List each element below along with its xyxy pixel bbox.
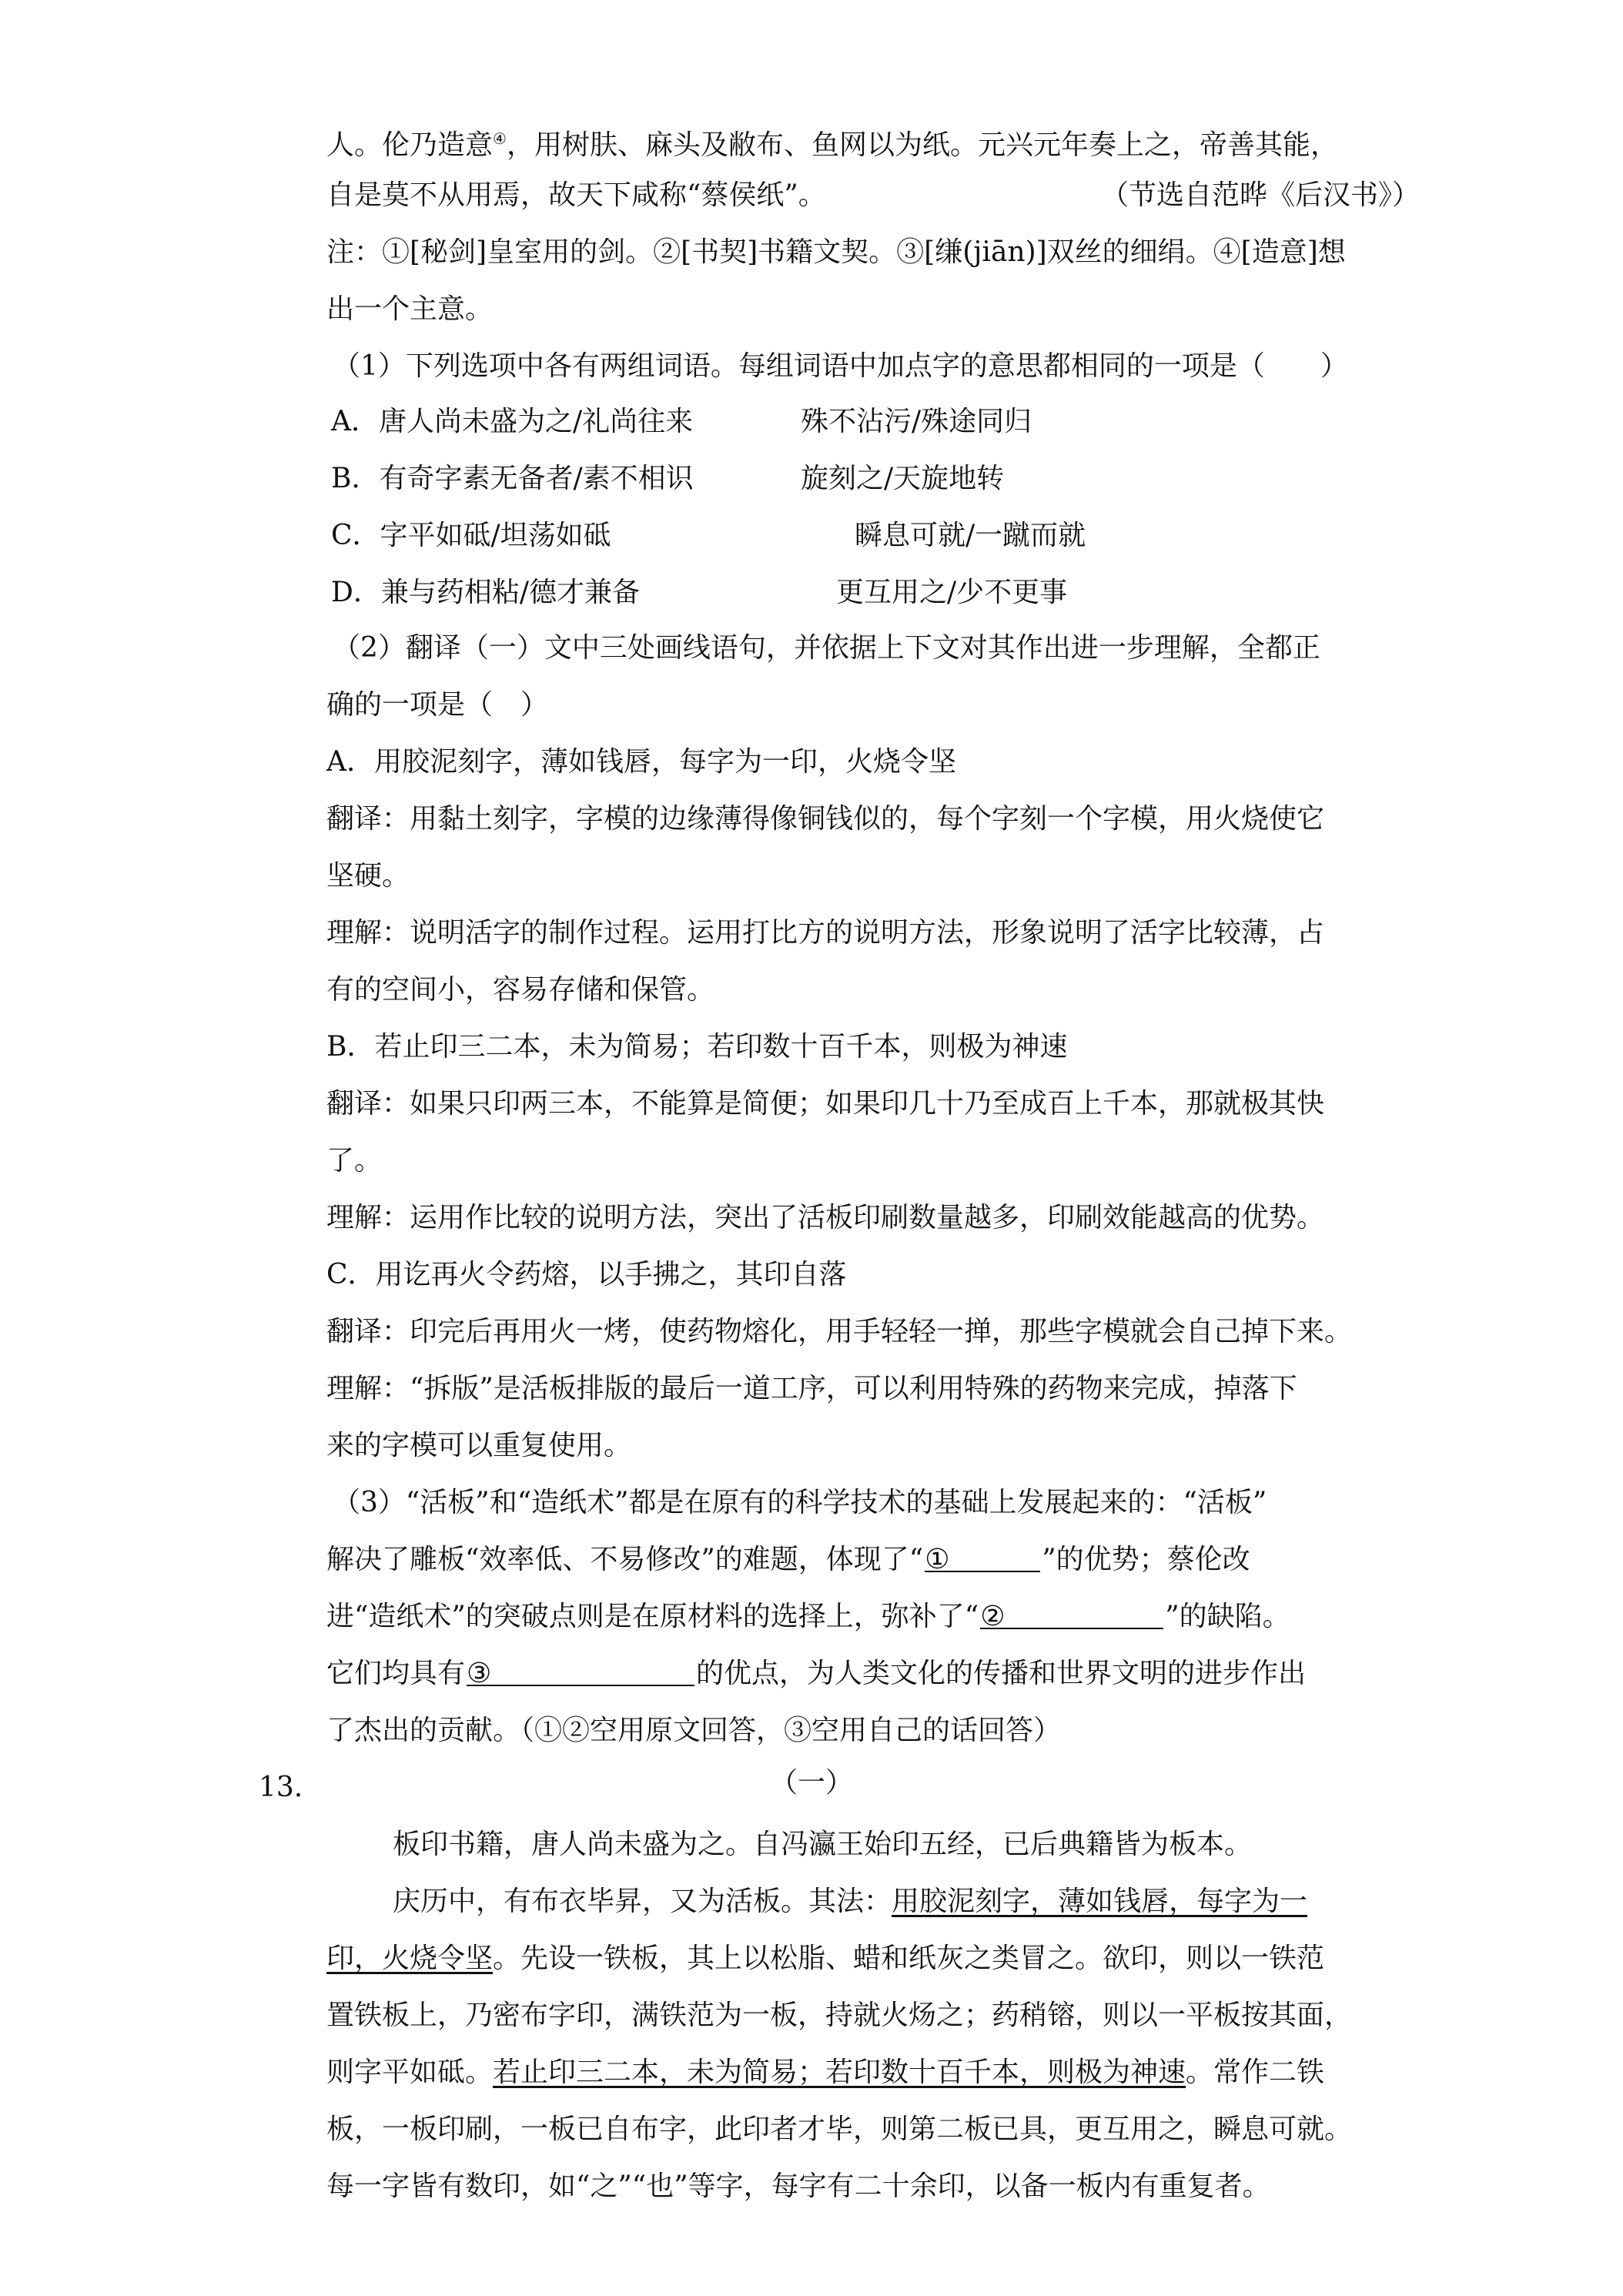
q2-stem-1: （2）翻译（一）文中三处画线语句，并依据上下文对其作出进一步理解，全都正	[333, 632, 1320, 664]
underlined-sentence-1: 用胶泥刻字，薄如钱唇，每字为一	[892, 1886, 1308, 1917]
q2-c-translation: 翻译：印完后再用火一烤，使药物熔化，用手轻轻一掸，那些字模就会自己掉下来。	[326, 1316, 1353, 1347]
passage-line-3: 印，火烧令坚。先设一铁板，其上以松脂、蜡和纸灰之类冒之。欲印，则以一铁范	[326, 1943, 1325, 1974]
underlined-sentence-2: 若止印三二本，未为简易；若印数十百千本，则极为神速	[493, 2057, 1186, 2088]
q1-stem: （1）下列选项中各有两组词语。每组词语中加点字的意思都相同的一项是（ ）	[333, 350, 1348, 382]
q2-option-b: B．若止印三二本，未为简易；若印数十百千本，则极为神速	[326, 1031, 1068, 1063]
q2-c-understanding-2: 来的字模可以重复使用。	[326, 1430, 632, 1461]
q3-line-1: （3）“活板”和“造纸术”都是在原有的科学技术的基础上发展起来的：“活板”	[333, 1487, 1267, 1518]
q2-b-translation-2: 了。	[326, 1145, 383, 1176]
passage-line-2: 庆历中，有布衣毕昇，又为活板。其法：用胶泥刻字，薄如钱唇，每字为一	[393, 1886, 1308, 1917]
q1-option-d-right: 更互用之/少不更事	[836, 577, 1068, 608]
q2-option-c: C．用讫再火令药熔，以手拂之，其印自落	[326, 1259, 847, 1290]
q2-a-understanding-1: 理解：说明活字的制作过程。运用打比方的说明方法，形象说明了活字比较薄，占	[326, 917, 1325, 949]
question-number-13: 13.	[259, 1772, 303, 1803]
passage-line-6: 板，一板印刷，一板已自布字，此印者才毕，则第二板已具，更互用之，瞬息可就。	[326, 2114, 1353, 2145]
passage-line-7: 每一字皆有数印，如“之”“也”等字，每字有二十余印，以备一板内有重复者。	[326, 2170, 1270, 2202]
q3-line-3: 进“造纸术”的突破点则是在原材料的选择上，弥补了“② ”的缺陷。	[326, 1598, 1381, 1635]
q3-line-4: 它们均具有③ 的优点，为人类文化的传播和世界文明的进步作出	[326, 1655, 1381, 1692]
q2-c-understanding-1: 理解：“拆版”是活板排版的最后一道工序，可以利用特殊的药物来完成，掉落下	[326, 1373, 1297, 1404]
q3-blank-2[interactable]: ②	[980, 1598, 1163, 1629]
notes-line-1: 注：①[秘剑]皇室用的剑。②[书契]书籍文契。③[缣(jiān)]双丝的细绢。④[造意]想	[326, 236, 1346, 268]
passage-tail-line-1: 人。伦乃造意④，用树肤、麻头及敝布、鱼网以为纸。元兴元年奏上之，帝善其能，	[326, 129, 1338, 161]
q1-option-c-left: C．字平如砥/坦荡如砥	[331, 520, 611, 551]
q2-a-understanding-2: 有的空间小，容易存储和保管。	[326, 974, 715, 1006]
q1-option-d-left: D．兼与药相粘/德才兼备	[331, 577, 640, 608]
q2-a-translation-2: 坚硬。	[326, 860, 410, 892]
passage-line-5: 则字平如砥。若止印三二本，未为简易；若印数十百千本，则极为神速。常作二铁	[326, 2057, 1325, 2088]
q3-line-2: 解决了雕板“效率低、不易修改”的难题，体现了“① ”的优势；蔡伦改	[326, 1541, 1381, 1578]
passage-source: （节选自范晔《后汉书》）	[1101, 179, 1421, 211]
passage-tail-line-2: 自是莫不从用焉，故天下咸称“蔡侯纸”。	[326, 179, 826, 211]
q2-b-translation-1: 翻译：如果只印两三本，不能算是简便；如果印几十乃至成百上千本，那就极其快	[326, 1088, 1325, 1120]
underlined-sentence-1-cont: 印，火烧令坚	[326, 1943, 494, 1974]
q1-option-a-right: 殊不沾污/殊途同归	[801, 406, 1032, 437]
section-heading: （一）	[769, 1767, 853, 1799]
passage-paragraph-1: 板印书籍，唐人尚未盛为之。自冯瀛王始印五经，已后典籍皆为板本。	[393, 1829, 1253, 1860]
q2-option-a: A．用胶泥刻字，薄如钱唇，每字为一印，火烧令坚	[326, 746, 956, 778]
q1-option-a-left: A．唐人尚未盛为之/礼尚往来	[331, 406, 694, 437]
q2-b-understanding: 理解：运用作比较的说明方法，突出了活板印刷数量越多，印刷效能越高的优势。	[326, 1202, 1325, 1233]
q1-option-b-left: B．有奇字素无备者/素不相识	[331, 463, 694, 494]
notes-line-2: 出一个主意。	[326, 293, 494, 325]
q3-line-5: 了杰出的贡献。（①②空用原文回答，③空用自己的话回答）	[326, 1715, 1062, 1746]
q3-blank-3[interactable]: ③	[467, 1655, 694, 1686]
q2-a-translation-1: 翻译：用黏土刻字，字模的边缘薄得像铜钱似的，每个字刻一个字模，用火烧使它	[326, 803, 1325, 835]
passage-line-4: 置铁板上，乃密布字印，满铁范为一板，持就火炀之；药稍镕，则以一平板按其面，	[326, 2000, 1353, 2031]
q2-stem-2: 确的一项是（ ）	[326, 689, 549, 721]
q1-option-b-right: 旋刻之/天旋地转	[801, 463, 1005, 494]
q1-option-c-right: 瞬息可就/一蹴而就	[855, 520, 1086, 551]
q3-blank-1[interactable]: ①	[925, 1541, 1040, 1572]
